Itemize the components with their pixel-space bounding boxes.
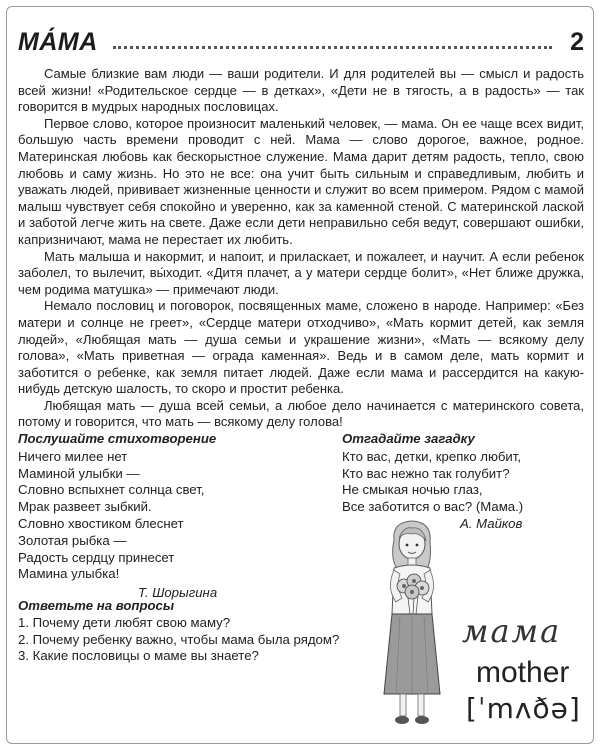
question-item: 3. Какие пословицы о маме вы знаете? [18,648,259,664]
header-dot-leader [113,46,552,49]
riddle-author: А. Майков [460,515,523,531]
poem-line: Радость сердцу принесет [18,549,175,565]
page-title: МА́МА [18,28,98,56]
poem-line: Маминой улыбки — [18,465,140,481]
questions-heading: Ответьте на вопросы [18,598,175,613]
question-item: 2. Почему ребенку важно, чтобы мама была рядом? [18,631,340,647]
page-header [18,28,584,62]
vocab-transcription: [ˈmʌðə] [466,692,581,725]
vocab-english-word: mother [476,656,570,689]
girl-with-flowers-illustration [372,518,452,730]
poem-line: Ничего милее нет [18,448,128,464]
riddle-line: Все заботится о вас? (Мама.) [342,499,524,515]
poem-section [18,431,318,602]
poem-line: Золотая рыбка — [18,532,127,548]
poem-line: Мамина улыбка! [18,566,120,582]
paragraph: Немало пословиц и поговорок, посвященных маме, сложено в народе. Например: «Без матери и солнце не греет», «Сердце матери отходчиво», «Мать кормит детей, как земля людей», «Любящая мать — душа семьи и украшение жизни», «Мать — всякому делу голова», «Мать приветная — ограда каменная». Ведь и в самом деле, мать кормит и заботится о ребенке, как земля питает людей. Даже если мама и рассердится на какую-нибудь детскую шалость, то скоро и простит ребенка. [18,298,584,397]
riddle-line: Не смыкая ночью глаз, [342,482,483,498]
poem-line: Мрак развеет зыбкий. [18,499,152,515]
paragraph: Первое слово, которое произносит маленький человек, — мама. Он ее чаще всех видит, большую часть времени проводит с ней. Мама — слово дорогое, важное, родное. Материнская любовь как бескорыстное служение. Мама дарит детям радость, тепло, свою любовь и саму жизнь. Но это не все: она учит быть сильным и справедливым, любить и уважать людей, прививает жизненные ценности и служит во всем примером. Рядом с мамой малыш чувствует себя спокойно и уверенно, как за каменной стеной. С материнской лаской и заботой легче жить на свете. Даже если дети неправильно себя ведут, совершают ошибки, капризничают, мама не перестает их любить. [18,115,584,247]
poem-author: Т. Шорыгина [138,585,218,601]
riddle-line: Кто вас, детки, крепко любит, [342,448,522,464]
paragraph: Любящая мать — душа всей семьи, а любое дело начинается с материнского совета, потому и говорится, что мать — всякому делу голова! [18,397,584,430]
poem-line: Словно хвостиком блеснет [18,515,184,531]
riddle-heading: Отгадайте загадку [342,431,475,446]
questions-section [18,598,378,665]
question-item: 1. Почему дети любят свою маму? [18,614,231,630]
riddle-line: Кто вас нежно так голубит? [342,465,510,481]
paragraph: Самые близкие вам люди — ваши родители. И для родителей вы — смысл и радость всей жизни! «Родительское сердце — в детках», «Дети не в тягость, а в радость» — так говорится в мудрых народных пословицах. [18,66,584,115]
main-text [18,66,584,431]
poem-heading: Послушайте стихотворение [18,431,217,446]
vocab-script-word: мама [462,612,562,650]
page-number: 2 [570,28,584,56]
paragraph: Мать малыша и накормит, и напоит, и приласкает, и пожалеет, и научит. А если ребенок заболел, то вылечит, вы́ходит. «Дитя плачет, а у матери сердце болит», «Нет ближе дружка, чем родима матушка» — примечают люди. [18,248,584,297]
poem-line: Словно вспыхнет солнца свет, [18,482,205,498]
